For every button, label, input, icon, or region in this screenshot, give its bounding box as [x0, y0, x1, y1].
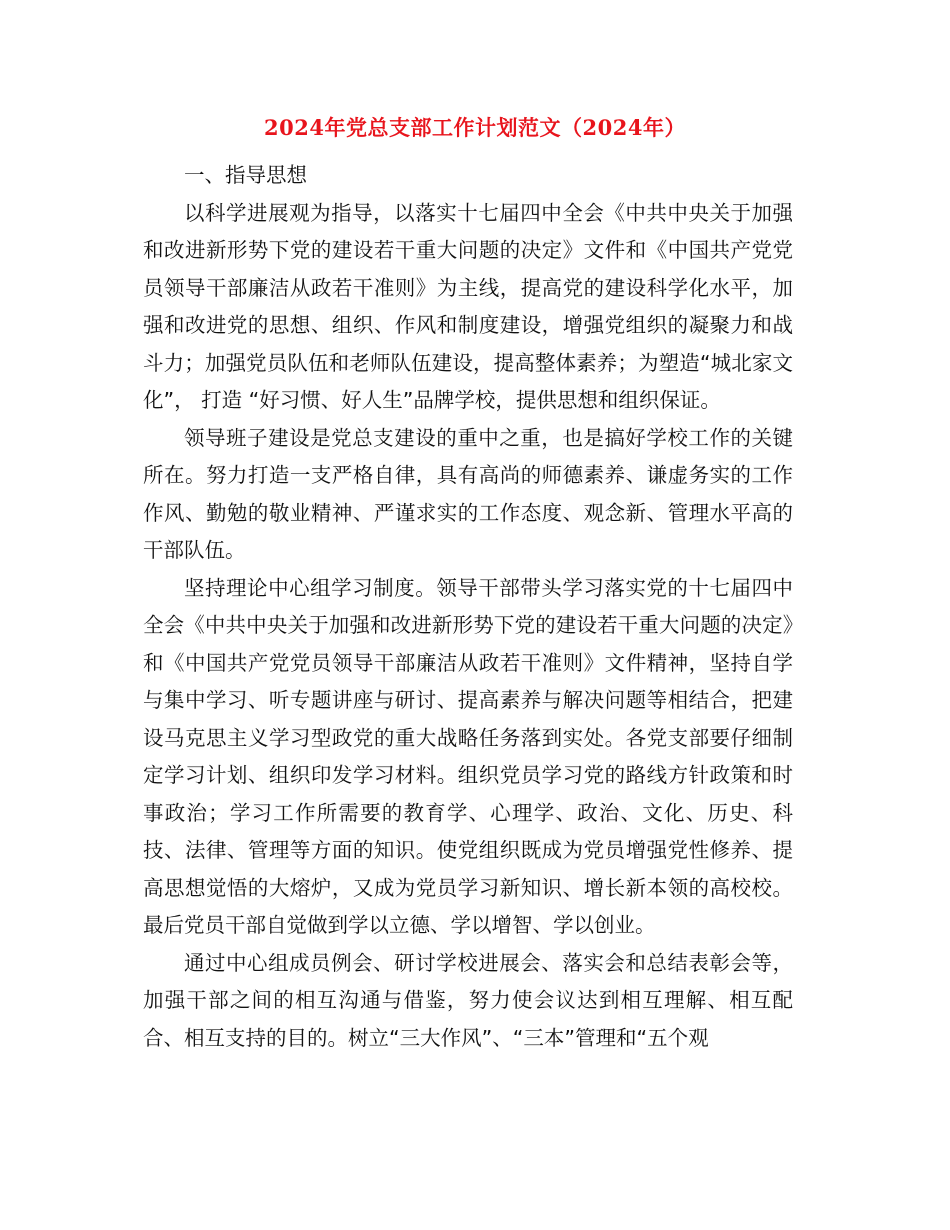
section-heading: 一、指导思想 [184, 163, 307, 187]
paragraph-meetings: 通过中心组成员例会、研讨学校进展会、落实会和总结表彰会等，加强干部之间的相互沟通与借鉴，努力使会议达到相互理解、相互配合、相互支持的目的。树立“三大作风”、“三本”管理和“五个观 [143, 950, 793, 1050]
paragraph-theory-study: 坚持理论中心组学习制度。领导干部带头学习落实党的十七届四中全会《中共中央关于加强和改进新形势下党的建设若干重大问题的决定》和《中国共产党党员领导干部廉洁从政若干准则》文件精神，坚持自学与集中学习、听专题讲座与研讨、提高素养与解决问题等相结合，把建设马克思主义学习型政党的重大战略任务落到实处。各党支部要仔细制定学习计划、组织印发学习材料。组织党员学习党的路线方针政策和时事政治；学习工作所需要的教育学、心理学、政治、文化、历史、科技、法律、管理等方面的知识。使党组织既成为党员增强党性修养、提高思想觉悟的大熔炉，又成为党员学习新知识、增长新本领的高校校。最后党员干部自觉做到学以立德、学以增智、学以创业。 [143, 575, 793, 937]
paragraph-leadership-team: 领导班子建设是党总支建设的重中之重，也是搞好学校工作的关键所在。努力打造一支严格自律，具有高尚的师德素养、谦虚务实的工作作风、勤勉的敬业精神、严谨求实的工作态度、观念新、管理水平高的干部队伍。 [143, 425, 793, 562]
paragraph-guiding-thought: 以科学进展观为指导，以落实十七届四中全会《中共中央关于加强和改进新形势下党的建设若干重大问题的决定》文件和《中国共产党党员领导干部廉洁从政若干准则》为主线，提高党的建设科学化水平，加强和改进党的思想、组织、作风和制度建设，增强党组织的凝聚力和战斗力；加强党员队伍和老师队伍建设，提高整体素养；为塑造“城北家文化”， 打造 “好习惯、好人生”品牌学校，提供思想和组织保证。 [143, 200, 793, 412]
document-title: 2024年党总支部工作计划范文（2024年） [264, 115, 686, 140]
document-body [143, 157, 793, 1057]
